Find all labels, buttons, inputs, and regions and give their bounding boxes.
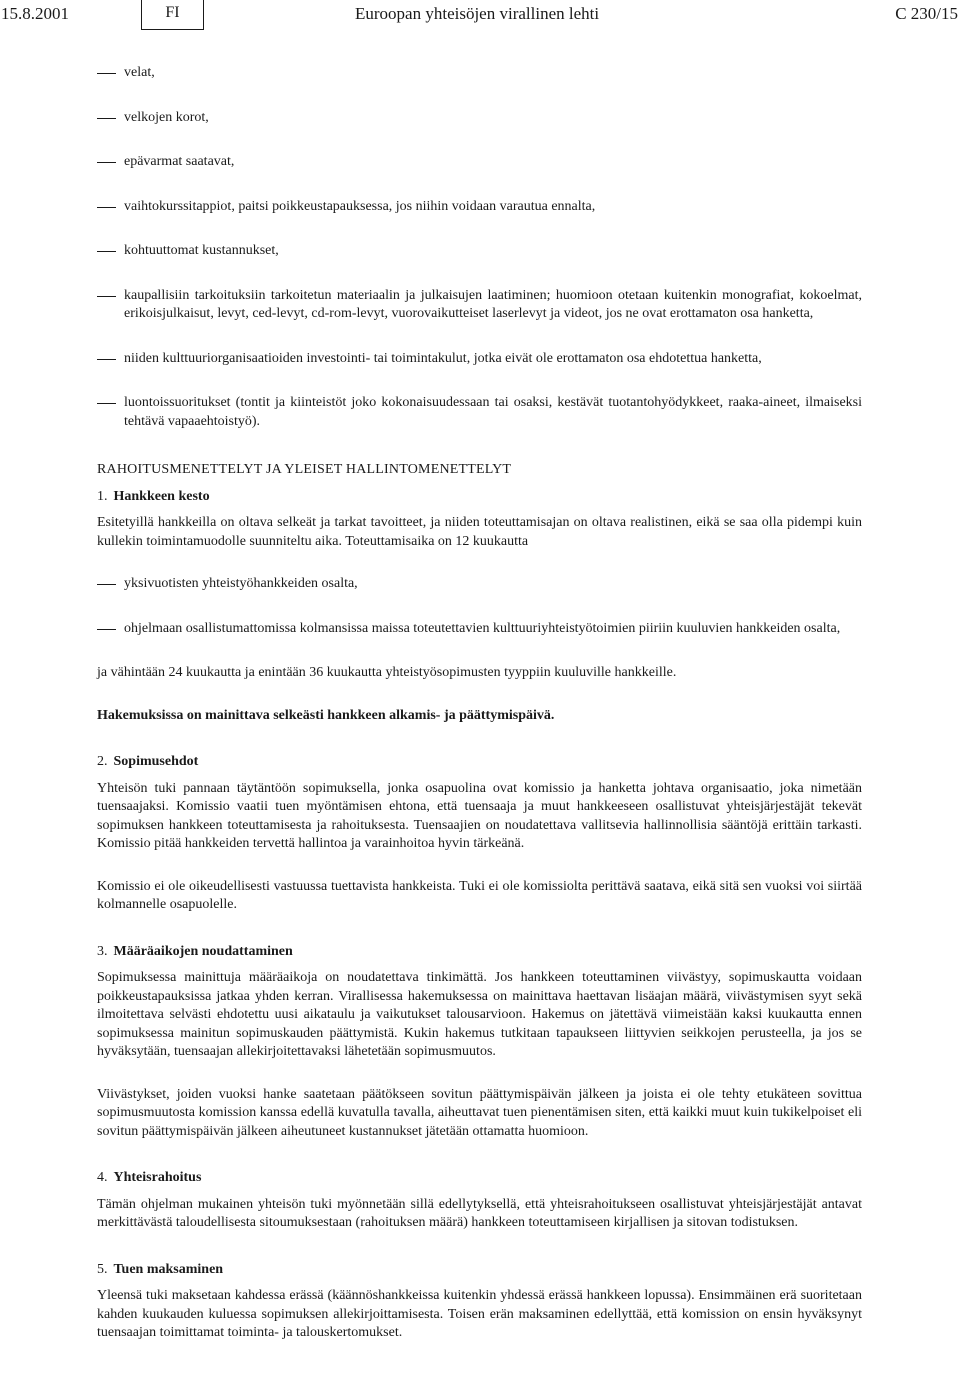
dash-bullet: [97, 207, 116, 208]
section-title-text: Yhteisrahoitus: [113, 1170, 202, 1185]
list-item-text: velkojen korot,: [124, 109, 209, 125]
dash-bullet: [97, 118, 116, 119]
section-number: 1.: [97, 488, 108, 504]
section-4-title: [97, 1169, 862, 1188]
section-number: 3.: [97, 943, 108, 959]
list-item-text: epävarmat saatavat,: [124, 154, 235, 169]
dash-bullet: [97, 251, 116, 252]
section-1-paragraph: Esitetyillä hankkeilla on oltava selkeät ja tarkat tavoitteet, ja niiden toteuttamisajan on oltava realistinen, eikä se saa olla pidempi kuin kullekin toimintamuodolle suunniteltu aika. Toteuttamisaika on 12 kuukautta: [97, 515, 862, 549]
dash-bullet: [97, 162, 116, 163]
dash-bullet: [97, 296, 116, 297]
list-item: [97, 350, 862, 369]
section-2-title: [97, 753, 862, 772]
list-item-text: kaupallisiin tarkoituksiin tarkoitetun materiaalin ja julkaisujen laatiminen; huomioon otetaan kuitenkin monografiat, kokoelmat, erikoisjulkaisut, levyt, ced-levyt, cd-rom-levyt, vuorovaikutteiset laserlevyt ja videot, jos ne ovat erottamaton osa hanketta,: [124, 287, 862, 321]
section-title-text: Tuen maksaminen: [113, 1261, 224, 1277]
list-item-text: kohtuuttomat kustannukset,: [124, 243, 279, 258]
document-body: [97, 64, 862, 1343]
section-heading: RAHOITUSMENETTELYT JA YLEISET HALLINTOMENETTELYT: [97, 462, 512, 477]
section-3-paragraph-2: Viivästykset, joiden vuoksi hanke saatetaan päätökseen sovitun päättymispäivän jälkeen ja joista ei ole tehty etukäteen sovittua sopimusmuutosta komission kanssa edellä kuvatulla tavalla, aiheuttavat tuen pienentämisen siten, että kaikki muut kuin tukikelpoiset eli sovitun päättymispäivän jälkeen aiheutuneet kustannukset jätetään ottamatta huomioon.: [97, 1086, 862, 1139]
section-2-paragraph-2: Komissio ei ole oikeudellisesti vastuussa tuettavista hankkeista. Tuki ei ole komissiolta perittävä saatava, eikä sitä sen vuoksi voi siirtää kolmannelle osapuolelle.: [97, 878, 862, 912]
list-item: [97, 64, 862, 83]
section-5-title: [97, 1261, 862, 1280]
section-3-title: [97, 943, 862, 962]
dash-bullet: [97, 629, 116, 630]
section-1-title: [97, 488, 862, 507]
section-1-after: ja vähintään 24 kuukautta ja enintään 36 kuukautta yhteistyösopimusten tyyppiin kuuluville hankkeille.: [97, 665, 677, 680]
list-item-text: velat,: [124, 65, 155, 80]
language-code: FI: [141, 0, 204, 30]
list-item: [97, 620, 862, 639]
section-1-note: Hakemuksissa on mainittava selkeästi hankkeen alkamis- ja päättymispäivä.: [97, 707, 555, 723]
list-item-text: ohjelmaan osallistumattomissa kolmansissa maissa toteutettavien kulttuuriyhteistyötoimien piiriin kuuluvien hankkeiden osalta,: [124, 620, 841, 636]
section-title-text: Sopimusehdot: [113, 754, 199, 769]
list-item: [97, 394, 862, 431]
section-number: 4.: [97, 1170, 108, 1185]
journal-title: Euroopan yhteisöjen virallinen lehti: [355, 4, 600, 23]
list-item-text: yksivuotisten yhteistyöhankkeiden osalta,: [124, 576, 358, 591]
section-2-paragraph-1: Yhteisön tuki pannaan täytäntöön sopimuksella, jonka osapuolina ovat komissio ja hanketta johtava organisaatio, joka nimetään tuensaajaksi. Komissio vaatii tuen myöntämisen ehtona, että tuensaaja ja muut hankkeeseen osallistuvat yhteisjärjestäjät tekevät sopimuksen hankkeen toteuttamisesta ja rahoituksesta. Tuensaajien on noudatettava vallitsevia hallinnollisia sääntöjä erittäin tarkasti. Komissio pitää hankkeiden tervettä hallintoa ja varainhoitoa hyvin tärkeänä.: [97, 780, 862, 851]
list-item-text: vaihtokurssitappiot, paitsi poikkeustapauksessa, jos niihin voidaan varautua ennalta,: [124, 198, 596, 214]
section-number: 5.: [97, 1261, 108, 1277]
dash-bullet: [97, 359, 116, 360]
page-number: C 230/15: [895, 4, 958, 23]
section-title-text: Hankkeen kesto: [113, 488, 210, 504]
section-number: 2.: [97, 754, 108, 769]
section-3-paragraph-1: Sopimuksessa mainittuja määräaikoja on noudatettava tinkimättä. Jos hankkeen toteuttaminen viivästyy, sopimuskautta voidaan poikkeustapauksissa jatkaa yhden kerran. Virallisessa hakemuksessa on mainittava haettavan lisäajan määrä, viivästymisen syyt sekä ilmoitettava selvästi ehdotettu uusi aikataulu ja vaikutukset talousarvioon. Hakemus on jätettävä viimeistään kaksi kuukautta ennen sopimuksessa mainitun sopimuskauden päättymistä. Kukin hakemus tutkitaan tapaukseen liittyvien seikkojen perusteella, ja jos se hyväksytään, tuensaajan allekirjoitettavaksi lähetetään sopimusmuutos.: [97, 970, 862, 1059]
section-5-paragraph-1: Yleensä tuki maksetaan kahdessa erässä (käännöshankkeissa kuitenkin yhdessä erässä hankkeen lopussa). Ensimmäinen erä suoritetaan kahden kuukauden kuluessa sopimuksen allekirjoittamisesta. Toisen erän maksaminen edellyttää, että komission on ensin hyväksynyt tuensaajan toimittamat toiminta- ja talouskertomukset.: [97, 1288, 862, 1340]
list-item: [97, 153, 862, 172]
section-4-paragraph-1: Tämän ohjelman mukainen yhteisön tuki myönnetään sillä edellytyksellä, että yhteisrahoitukseen osallistuvat yhteisjärjestäjät antavat merkittävästä taloudellisesta sitoumuksestaan (rahoituksen määrä) hankkeen toteuttamiseen kirjallisen ja sitovan todistuksen.: [97, 1196, 862, 1230]
page-header: [0, 0, 960, 40]
dash-bullet: [97, 403, 116, 404]
list-item: [97, 109, 862, 128]
list-item: [97, 242, 862, 261]
dash-bullet: [97, 73, 116, 74]
list-item-text: luontoissuoritukset (tontit ja kiinteistöt joko kokonaisuudessaan tai osaksi, kestävät tuotantohyödykkeet, raaka-aineet, ilmaiseksi tehtävä vapaaehtoistyö).: [124, 395, 862, 429]
list-item-text: niiden kulttuuriorganisaatioiden investointi- tai toimintakulut, jotka eivät ole erottamaton osa ehdotettua hanketta,: [124, 350, 762, 366]
dash-bullet: [97, 584, 116, 585]
list-item: [97, 287, 862, 324]
list-item: [97, 198, 862, 217]
list-item: [97, 575, 862, 594]
section-title-text: Määräaikojen noudattaminen: [113, 943, 293, 959]
issue-date: 15.8.2001: [1, 4, 69, 23]
